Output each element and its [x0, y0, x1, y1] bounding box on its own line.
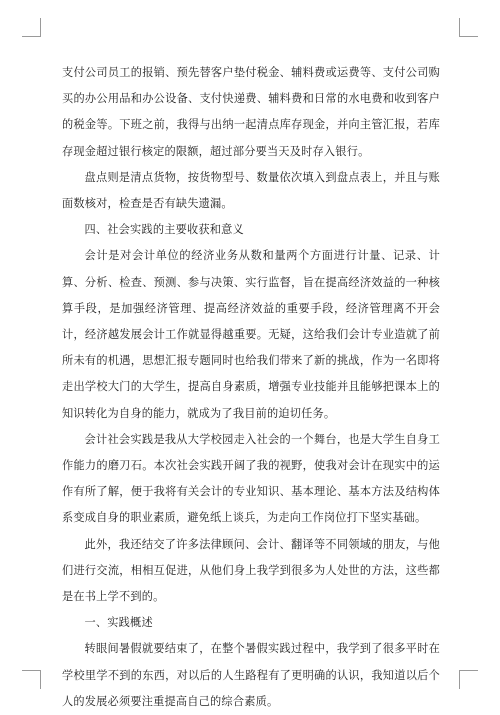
crop-mark-bottom-right: [459, 670, 478, 689]
paragraph-summary: 转眼间暑假就要结束了，在整个暑假实践过程中，我学到了很多平时在学校里学不到的东西，对以后的人生路程有了更明确的认识，我知道以后个人的发展必须要注重提高自己的综合素质。: [62, 642, 440, 708]
paragraph-friends: 此外，我还结交了许多法律顾问、会计、翻译等不同领域的朋友，与他们进行交流，相相互促进，从他们身上我学到很多为人处世的方法，这些都是在书上学不到的。: [62, 537, 440, 604]
crop-mark-top-right: [459, 18, 478, 37]
paragraph-accounting: 会计是对会计单位的经济业务从数和量两个方面进行计量、记录、计算、分析、检查、预测、参与决策、实行监督，旨在提高经济效益的一种核算手段，是加强经济管理、提高经济效益的重要手段，经济管理离不开会计，经济越发展会计工作就显得越重要。无疑，这给我们会计专业造就了前所未有的机遇，思想汇报专题同时也给我们带来了新的挑战，作为一名即将走出学校大门的大学生，提高自身素质，增强专业技能并且能够把课本上的知识转化为自身的能力，就成为了我目前的迫切任务。: [62, 249, 440, 420]
document-body: [62, 60, 440, 715]
paragraph-practice-stage: 会计社会实践是我从大学校园走入社会的一个舞台，也是大学生自身工作能力的磨刀石。本次社会实践开阔了我的视野，使我对会计在现实中的运作有所了解，便于我将有关会计的专业知识、基本理论、基本方法及结构体系变成自身的职业素质，避免纸上谈兵，为走向工作岗位打下坚实基础。: [62, 432, 440, 525]
section-heading-overview: 一、实践概述: [84, 616, 153, 630]
paragraph-expenses: 支付公司员工的报销、预先替客户垫付税金、辅料费或运费等、支付公司购买的办公用品和办公设备、支付快递费、辅料费和日常的水电费和收到客户的税金等。下班之前，我得与出纳一起清点库存现金，并向主管汇报，若库存现金超过银行核定的限额，超过部分要当天及时存入银行。: [62, 66, 440, 158]
paragraph-inventory: 盘点则是清点货物，按货物型号、数量依次填入到盘点表上，并且与账面数核对，检查是否有缺失遗漏。: [62, 170, 440, 211]
crop-mark-bottom-left: [22, 670, 41, 689]
section-heading-gains: 四、社会实践的主要收获和意义: [84, 223, 244, 237]
crop-mark-top-left: [22, 18, 41, 37]
